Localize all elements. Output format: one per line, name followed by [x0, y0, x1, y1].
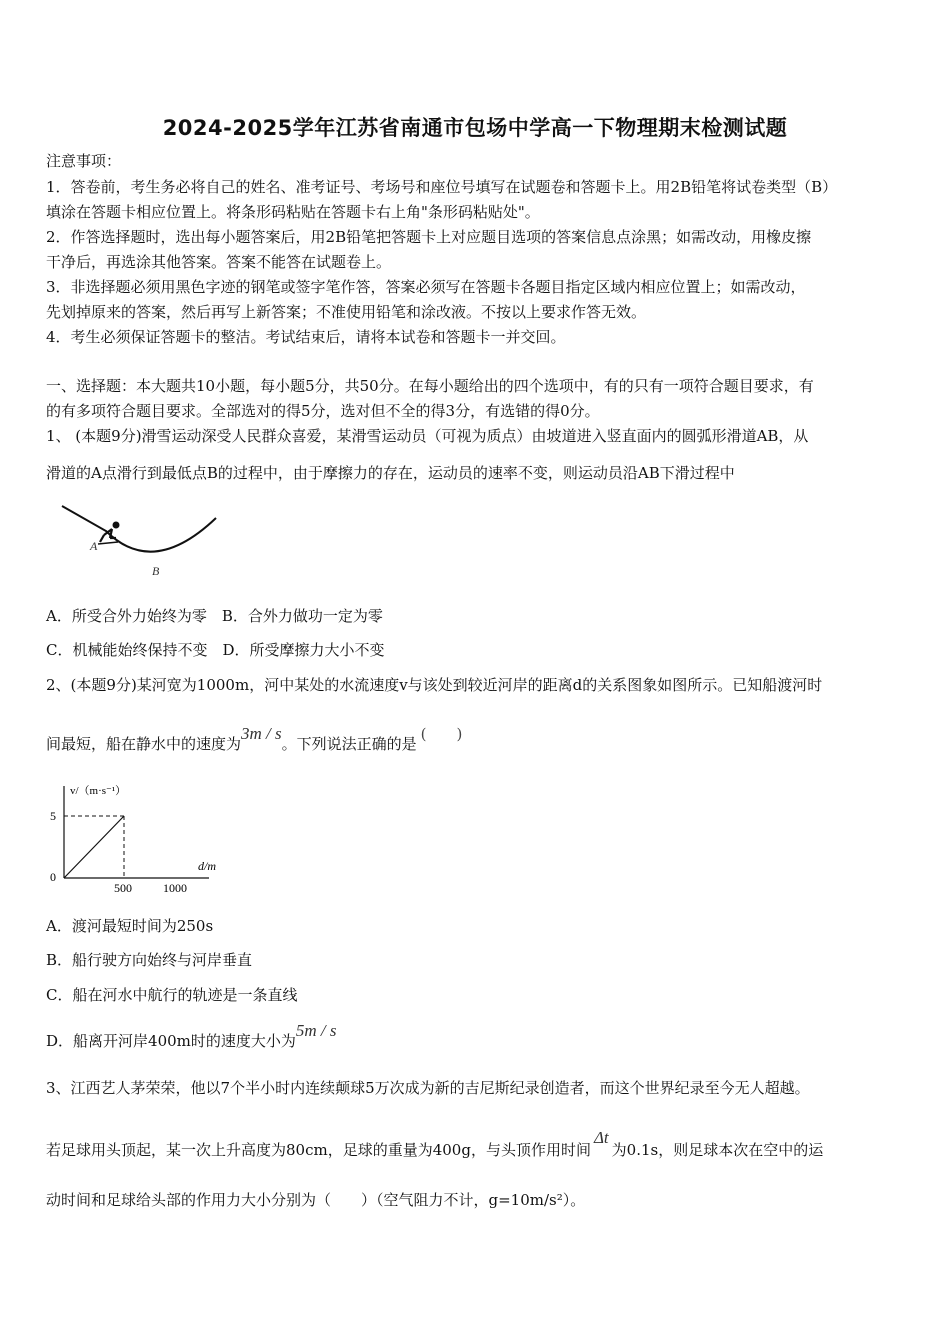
q2-stem-line2 — [46, 724, 916, 755]
point-a-label: A — [90, 539, 98, 553]
point-b-label: B — [152, 564, 160, 578]
q1-options-row2: C．机械能始终保持不变 D．所受摩擦力大小不变 — [46, 641, 385, 659]
q1-stem-line1: 1、 (本题9分)滑雪运动深受人民群众喜爱，某滑雪运动员（可视为质点）由坡道进入竖直面内的圆弧形滑道AB，从 — [46, 427, 809, 445]
section-instruction: 的有多项符合题目要求。全部选对的得5分，选对但不全的得3分，有选错的得0分。 — [46, 402, 600, 420]
q3-delta-t-formula: Δt — [593, 1128, 609, 1147]
notice-line: 1．答卷前，考生务必将自己的姓名、准考证号、考场号和座位号填写在试题卷和答题卡上。用2B铅笔将试卷类型（B） — [46, 178, 838, 196]
y-tick-label: 5 — [50, 809, 56, 823]
velocity-distance-graph — [44, 778, 234, 900]
notice-line: 干净后，再选涂其他答案。答案不能答在试题卷上。 — [46, 253, 392, 271]
page-title: 2024-2025学年江苏省南通市包场中学高一下物理期末检测试题 — [162, 116, 788, 140]
notice-line: 先划掉原来的答案，然后再写上新答案；不准使用铅笔和涂改液。不按以上要求作答无效。 — [46, 303, 647, 321]
q2-option-a: A．渡河最短时间为250s — [46, 917, 214, 935]
x-axis-label: d/m — [198, 859, 216, 873]
q2-option-d-formula: 5m / s — [295, 1021, 337, 1040]
q1-stem-line2: 滑道的A点滑行到最低点B的过程中，由于摩擦力的存在，运动员的速率不变，则运动员沿AB下滑过程中 — [46, 464, 735, 482]
q3-stem-line3: 动时间和足球给头部的作用力大小分别为（ ）（空气阻力不计，g=10m/s²）。 — [46, 1191, 586, 1209]
q2-stem-text-post: 。下列说法正确的是 — [281, 735, 417, 753]
notice-line: 2．作答选择题时，选出每小题答案后，用2B铅笔把答题卡上对应题目选项的答案信息点涂黑；如需改动，用橡皮擦 — [46, 228, 812, 246]
q1-options-row1: A．所受合外力始终为零 B．合外力做功一定为零 — [46, 607, 383, 625]
section-instruction: 一、选择题：本大题共10小题，每小题5分，共50分。在每小题给出的四个选项中，有的只有一项符合题目要求，有 — [46, 377, 814, 395]
q3-stem-text: 若足球用头顶起，某一次上升高度为80cm，足球的重量为400g，与头顶作用时间 — [46, 1141, 591, 1159]
notice-line: 4．考生必须保证答题卡的整洁。考试结束后，请将本试卷和答题卡一并交回。 — [46, 328, 566, 346]
q3-stem-line1: 3、江西艺人茅荣荣，他以7个半小时内连续颠球5万次成为新的吉尼斯纪录创造者，而这个世界纪录至今无人超越。 — [46, 1079, 810, 1097]
q3-stem-text-post: 为0.1s，则足球本次在空中的运 — [611, 1141, 824, 1159]
q2-option-d-text: D．船离开河岸400m时的速度大小为 — [46, 1032, 296, 1050]
q2-stem-text: 间最短，船在静水中的速度为 — [46, 735, 242, 753]
slope-arc — [62, 506, 216, 552]
notice-line: 3．非选择题必须用黑色字迹的钢笔或签字笔作答，答案必须写在答题卡各题目指定区域内相应位置上；如需改动， — [46, 278, 806, 296]
q2-option-b: B．船行驶方向始终与河岸垂直 — [46, 951, 253, 969]
notice-heading: 注意事项： — [46, 152, 122, 170]
q2-option-c: C．船在河水中航行的轨迹是一条直线 — [46, 986, 298, 1004]
q3-stem-line2 — [46, 1128, 916, 1161]
y-axis-label: v/（m·s⁻¹） — [70, 785, 127, 797]
series-line — [64, 816, 124, 878]
answer-blank: ( ) — [420, 725, 463, 743]
notice-line: 填涂在答题卡相应位置上。将条形码粘贴在答题卡右上角"条形码粘贴处"。 — [46, 203, 540, 221]
x-tick-label-500: 500 — [114, 881, 132, 895]
q2-option-d — [46, 1021, 916, 1052]
origin-label: 0 — [50, 870, 56, 884]
x-tick-label-1000: 1000 — [163, 881, 187, 895]
q2-speed-formula: 3m / s — [241, 724, 282, 743]
q1-slope-figure — [58, 498, 223, 583]
q2-stem-line1: 2、(本题9分)某河宽为1000m，河中某处的水流速度v与该处到较近河岸的距离d的关系图象如图所示。已知船渡河时 — [46, 676, 823, 694]
